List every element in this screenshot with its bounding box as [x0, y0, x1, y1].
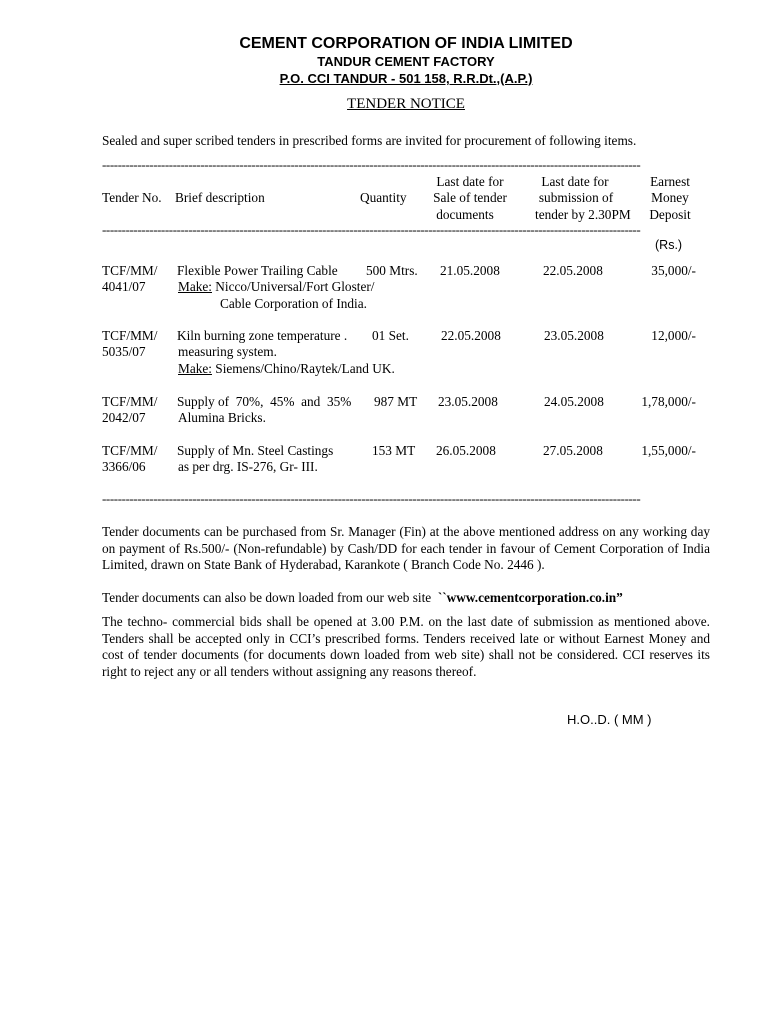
header-sale-date-1: Last date for	[436, 174, 504, 189]
description-line-2: Alumina Bricks.	[178, 410, 266, 425]
notice-title: TENDER NOTICE	[347, 96, 465, 112]
make-label: Make:	[178, 279, 212, 294]
tender-no-line-2: 5035/07	[102, 344, 146, 359]
header-sub-date-3: tender by 2.30PM	[535, 207, 631, 222]
quantity: 987 MT	[374, 394, 418, 409]
quantity: 500 Mtrs.	[366, 263, 418, 278]
submission-date: 24.05.2008	[544, 394, 604, 409]
tender-no-line-2: 4041/07	[102, 279, 146, 294]
header-sale-date-3: documents	[436, 207, 494, 222]
factory-name: TANDUR CEMENT FACTORY	[317, 54, 495, 69]
submission-date: 27.05.2008	[543, 443, 603, 458]
description-line-1: Flexible Power Trailing Cable	[177, 263, 338, 278]
sale-date: 26.05.2008	[436, 443, 496, 458]
description-line-2: as per drg. IS-276, Gr- III.	[178, 459, 318, 474]
purchase-paragraph: Tender documents can be purchased from Sr. Manager (Fin) at the above mentioned address on any working day on payment of Rs.500/- (Non-refundable) by Cash/DD for each tender in favour of Cement Corporation of India Limited, drawn on State Bank of Hyderabad, Karankote ( Branch Code No. 2446 ).	[102, 524, 710, 572]
header-emd-1: Earnest	[650, 174, 690, 189]
header-sale-date-2: Sale of tender	[433, 190, 507, 205]
tender-no-line-2: 2042/07	[102, 410, 146, 425]
earnest-money: 12,000/-	[651, 328, 696, 343]
factory-address: P.O. CCI TANDUR - 501 158, R.R.Dt.,(A.P.)	[279, 71, 533, 86]
description-line-1: Supply of 70%, 45% and 35%	[177, 394, 352, 409]
tender-no-line-1: TCF/MM/	[102, 328, 158, 343]
sale-date: 23.05.2008	[438, 394, 498, 409]
header-sub-date-2: submission of	[538, 190, 614, 205]
website-link[interactable]: ``www.cementcorporation.co.in”	[437, 590, 623, 605]
quantity: 153 MT	[372, 443, 416, 458]
tender-no-line-1: TCF/MM/	[102, 394, 158, 409]
header-quantity: Quantity	[360, 190, 407, 205]
download-text: Tender documents can also be down loaded from our web site	[102, 590, 438, 605]
earnest-money: 1,78,000/-	[641, 394, 696, 409]
quantity: 01 Set.	[372, 328, 409, 343]
company-name: CEMENT CORPORATION OF INDIA LIMITED	[239, 35, 573, 52]
separator-bottom: -----------------------------------------------------------------------------------------------------------------------------------------	[102, 491, 641, 506]
tender-no-line-1: TCF/MM/	[102, 443, 158, 458]
header-description: Brief description	[175, 190, 265, 205]
description-line-1: Kiln burning zone temperature .	[177, 328, 348, 343]
description-line-3	[178, 361, 395, 378]
sale-date: 22.05.2008	[441, 328, 501, 343]
tender-no-line-2: 3366/06	[102, 459, 146, 474]
signature: H.O..D. ( MM )	[567, 712, 652, 727]
earnest-money: 1,55,000/-	[641, 443, 696, 458]
header-tender-no: Tender No.	[102, 190, 162, 205]
make-list: Siemens/Chino/Raytek/Land UK.	[211, 361, 395, 376]
sale-date: 21.05.2008	[440, 263, 500, 278]
header-emd-2: Money	[651, 190, 689, 205]
earnest-money: 35,000/-	[651, 263, 696, 278]
description-line-1: Supply of Mn. Steel Castings	[177, 443, 334, 458]
intro-text: Sealed and super scribed tenders in prescribed forms are invited for procurement of following items.	[102, 133, 637, 148]
description-line-2: measuring system.	[178, 344, 277, 359]
submission-date: 23.05.2008	[544, 328, 604, 343]
separator-top: -----------------------------------------------------------------------------------------------------------------------------------------	[102, 157, 641, 172]
header-sub-date-1: Last date for	[541, 174, 609, 189]
download-paragraph	[102, 590, 623, 607]
tender-no-line-1: TCF/MM/	[102, 263, 158, 278]
submission-date: 22.05.2008	[543, 263, 603, 278]
currency-note: (Rs.)	[655, 238, 683, 252]
header-emd-3: Deposit	[649, 207, 691, 222]
description-line-3: Cable Corporation of India.	[220, 296, 367, 311]
description-line-2	[178, 279, 374, 296]
opening-paragraph: The techno- commercial bids shall be opened at 3.00 P.M. on the last date of submission as mentioned above. Tenders shall be accepted only in CCI’s prescribed forms. Tenders received late or without Earnest Money and cost of tender documents (for documents down loaded from web site) shall not be considered. CCI reserves its right to reject any or all tenders without assigning any reasons thereof.	[102, 614, 710, 679]
make-label: Make:	[178, 361, 212, 376]
make-list: Nicco/Universal/Fort Gloster/	[211, 279, 375, 294]
separator-header: -----------------------------------------------------------------------------------------------------------------------------------------	[102, 222, 641, 237]
